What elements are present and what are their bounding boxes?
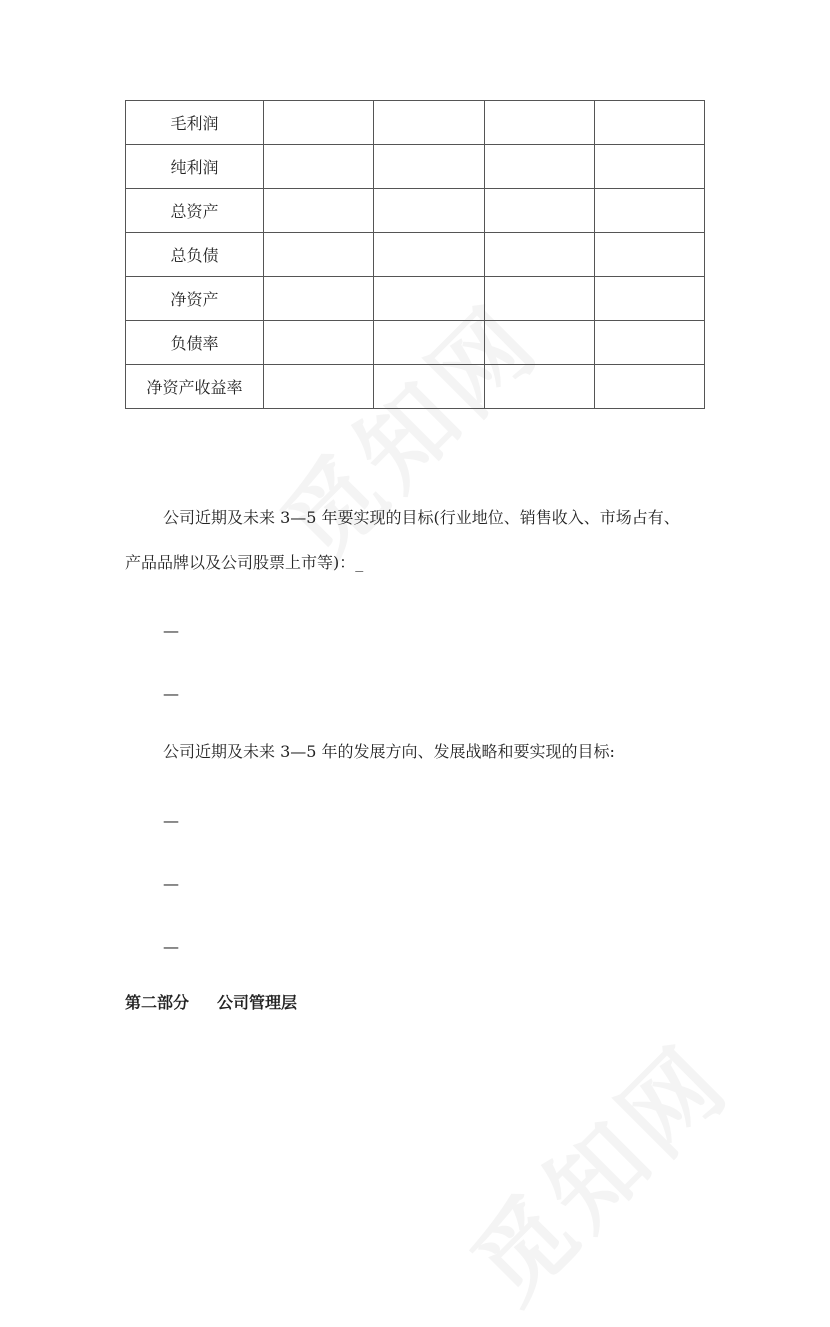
table-cell [484, 365, 594, 409]
table-cell [594, 145, 704, 189]
table-cell [264, 233, 374, 277]
row-label: 毛利润 [126, 101, 264, 145]
table-cell [374, 145, 484, 189]
table-cell [374, 277, 484, 321]
strategy-paragraph: 公司近期及未来 3—5 年的发展方向、发展战略和要实现的目标: [163, 742, 615, 761]
blank-line: — [163, 621, 179, 640]
table-row [126, 189, 705, 233]
financial-table [125, 100, 705, 409]
blank-line: — [163, 811, 179, 830]
table-cell [594, 233, 704, 277]
table-cell [594, 277, 704, 321]
table-cell [484, 233, 594, 277]
table-cell [374, 189, 484, 233]
table-cell [264, 101, 374, 145]
row-label: 负债率 [126, 321, 264, 365]
table-cell [594, 101, 704, 145]
table-cell [484, 145, 594, 189]
section-part: 第二部分 [125, 993, 190, 1012]
section-title: 公司管理层 [217, 993, 298, 1012]
blank-line: — [163, 937, 179, 956]
section-heading [125, 990, 297, 1013]
table-row [126, 321, 705, 365]
goals-paragraph-line2: 产品品牌以及公司股票上市等)：_ [125, 553, 364, 572]
table-cell [484, 321, 594, 365]
table-cell [374, 365, 484, 409]
table-cell [264, 189, 374, 233]
table-cell [484, 277, 594, 321]
row-label: 净资产 [126, 277, 264, 321]
blank-line: — [163, 684, 179, 703]
watermark [437, 1010, 754, 1327]
table-cell [374, 321, 484, 365]
table-row [126, 101, 705, 145]
table-cell [264, 321, 374, 365]
table-cell [264, 277, 374, 321]
table-cell [374, 233, 484, 277]
blank-line: — [163, 874, 179, 893]
row-label: 总资产 [126, 189, 264, 233]
table-cell [264, 145, 374, 189]
table-cell [264, 365, 374, 409]
table-cell [594, 365, 704, 409]
table-cell [484, 101, 594, 145]
table-cell [484, 189, 594, 233]
row-label: 净资产收益率 [126, 365, 264, 409]
table-cell [594, 189, 704, 233]
table-row [126, 145, 705, 189]
table-row [126, 233, 705, 277]
row-label: 纯利润 [126, 145, 264, 189]
table-cell [374, 101, 484, 145]
table-cell [594, 321, 704, 365]
goals-paragraph-line1: 公司近期及未来 3—5 年要实现的目标(行业地位、销售收入、市场占有、 [163, 508, 680, 527]
table-row [126, 277, 705, 321]
table-row [126, 365, 705, 409]
row-label: 总负债 [126, 233, 264, 277]
